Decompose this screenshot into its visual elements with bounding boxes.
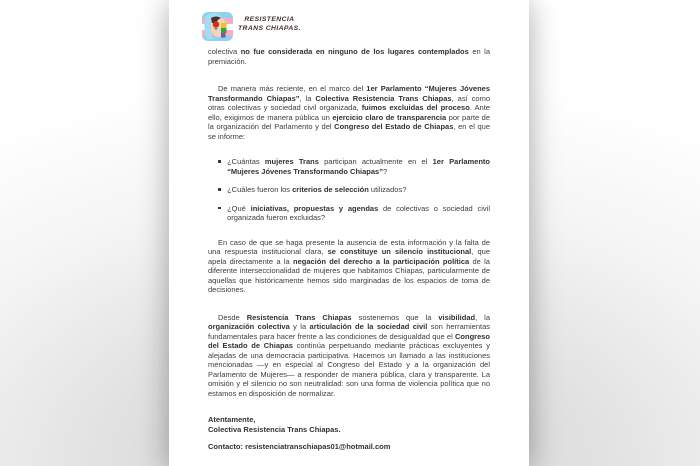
logo-green-block [221, 28, 227, 33]
text-segment: de colectivas o sociedad civil organizada fueron excluidas? [227, 203, 490, 222]
org-logo-icon [202, 12, 233, 41]
closing-salutation: Atentamente, [208, 415, 256, 424]
bullet-icon [218, 188, 221, 191]
text-segment: Congreso del Estado de Chiapas [208, 331, 490, 350]
text-segment: 1er Parlamento “Mujeres Jóvenes Transformando Chiapas” [208, 84, 490, 103]
text-segment: , la [475, 312, 491, 322]
text-segment: por parte de la organización del Parlamento y del [208, 112, 491, 131]
text-segment: utilizados? [368, 185, 407, 194]
text-segment: sostenemos que la [351, 312, 439, 322]
list-item-question-3 [218, 204, 490, 223]
logo-yellow-block [221, 23, 227, 28]
logo-purple-block [221, 33, 226, 38]
paragraph-demand [208, 84, 490, 141]
text-segment: y la [289, 322, 310, 331]
text-segment: , en el que se informe: [208, 122, 490, 141]
text-segment: . Ante ello, exigimos de manera pública un [208, 103, 490, 122]
text-segment: participan actualmente en el [318, 157, 433, 166]
document-page [169, 0, 529, 466]
brand-name-line2: TRANS CHIAPAS. [238, 25, 301, 32]
text-segment: organización colectiva [208, 322, 290, 331]
text-segment: En caso de que se haga presente la ausencia de esta información y la falta de una respuesta institucional clara, [208, 237, 490, 256]
paragraph-silence [208, 238, 490, 295]
contact-email: Contacto: resistenciatranschiapas01@hotmail.com [208, 442, 391, 451]
text-segment: iniciativas, propuestas y agendas [250, 203, 379, 213]
text-segment: Congreso del Estado de Chiapas [334, 122, 454, 131]
text-segment: de la diferente interseccionalidad de mujeres que habitamos Chiapas, particularmente de aquellas que históricamente hemos sido marginadas de los espacios de toma de decisiones. [208, 256, 490, 294]
text-segment: se constituye un silencio institucional [327, 247, 472, 256]
text-segment: Resistencia Trans Chiapas [246, 312, 352, 322]
text-segment: Colectiva Resistencia Trans Chiapas [315, 93, 452, 103]
text-segment: ¿Qué [227, 203, 251, 213]
text-segment: colectiva [208, 47, 241, 56]
logo-rose [213, 21, 219, 27]
text-segment: negación del derecho a la participación política [292, 256, 470, 266]
bullet-icon [218, 160, 221, 163]
text-segment: 1er Parlamento “Mujeres Jóvenes Transformando Chiapas” [227, 157, 490, 176]
text-segment: fuimos excluidas del proceso [361, 103, 470, 112]
question-list [218, 157, 490, 223]
text-segment: ¿Cuáles fueron los [227, 185, 293, 194]
text-segment: , la [299, 93, 316, 103]
text-segment: ejercicio claro de transparencia [332, 112, 447, 122]
text-segment: son herramientas fundamentales para hacer frente a las condiciones de desigualdad que el [208, 322, 490, 341]
brand-name [238, 15, 301, 33]
text-segment: , que apela directamente a la [208, 247, 490, 266]
text-segment: visibilidad [438, 312, 476, 322]
text-segment: mujeres Trans [264, 157, 319, 166]
bullet-icon [218, 207, 221, 210]
text-segment: De manera más reciente, en el marco del [218, 84, 367, 93]
closing-signature: Colectiva Resistencia Trans Chiapas. [208, 424, 341, 434]
text-segment: en la premiación. [208, 47, 491, 66]
text-segment: Desde [218, 312, 247, 322]
list-item-text [227, 185, 490, 195]
paragraph-statement [208, 313, 490, 399]
text-segment: continúa perpetuando mediante prácticas excluyentes y alejadas de una democracia participativa. Hacemos un llamado a las instituciones mencionadas —y en especial al Congreso del Estado y a la organización del Parlamento de Mujeres— a responder de manera pública, clara y transparente. La omisión y el silencio no son neutralidad: son una forma de violencia política que no estamos en disposición de normalizar. [208, 341, 490, 398]
text-segment: articulación de la sociedad civil [309, 322, 428, 331]
list-item-text [227, 157, 490, 176]
list-item-text [227, 204, 490, 223]
closing-block [208, 415, 490, 452]
list-item-question-2 [218, 185, 490, 195]
letterhead [202, 12, 490, 42]
text-segment: , así como otras colectivas y sociedad civil organizada, [208, 93, 490, 112]
text-segment: criterios de selección [292, 185, 369, 194]
text-segment: no fue considerada en ninguno de los lugares contemplados [240, 47, 469, 56]
paragraph-intro [208, 47, 490, 66]
text-segment: ¿Cuántas [227, 157, 265, 166]
list-item-question-1 [218, 157, 490, 176]
brand-name-line1: RESISTENCIA [244, 16, 295, 23]
text-segment: ? [382, 166, 388, 176]
